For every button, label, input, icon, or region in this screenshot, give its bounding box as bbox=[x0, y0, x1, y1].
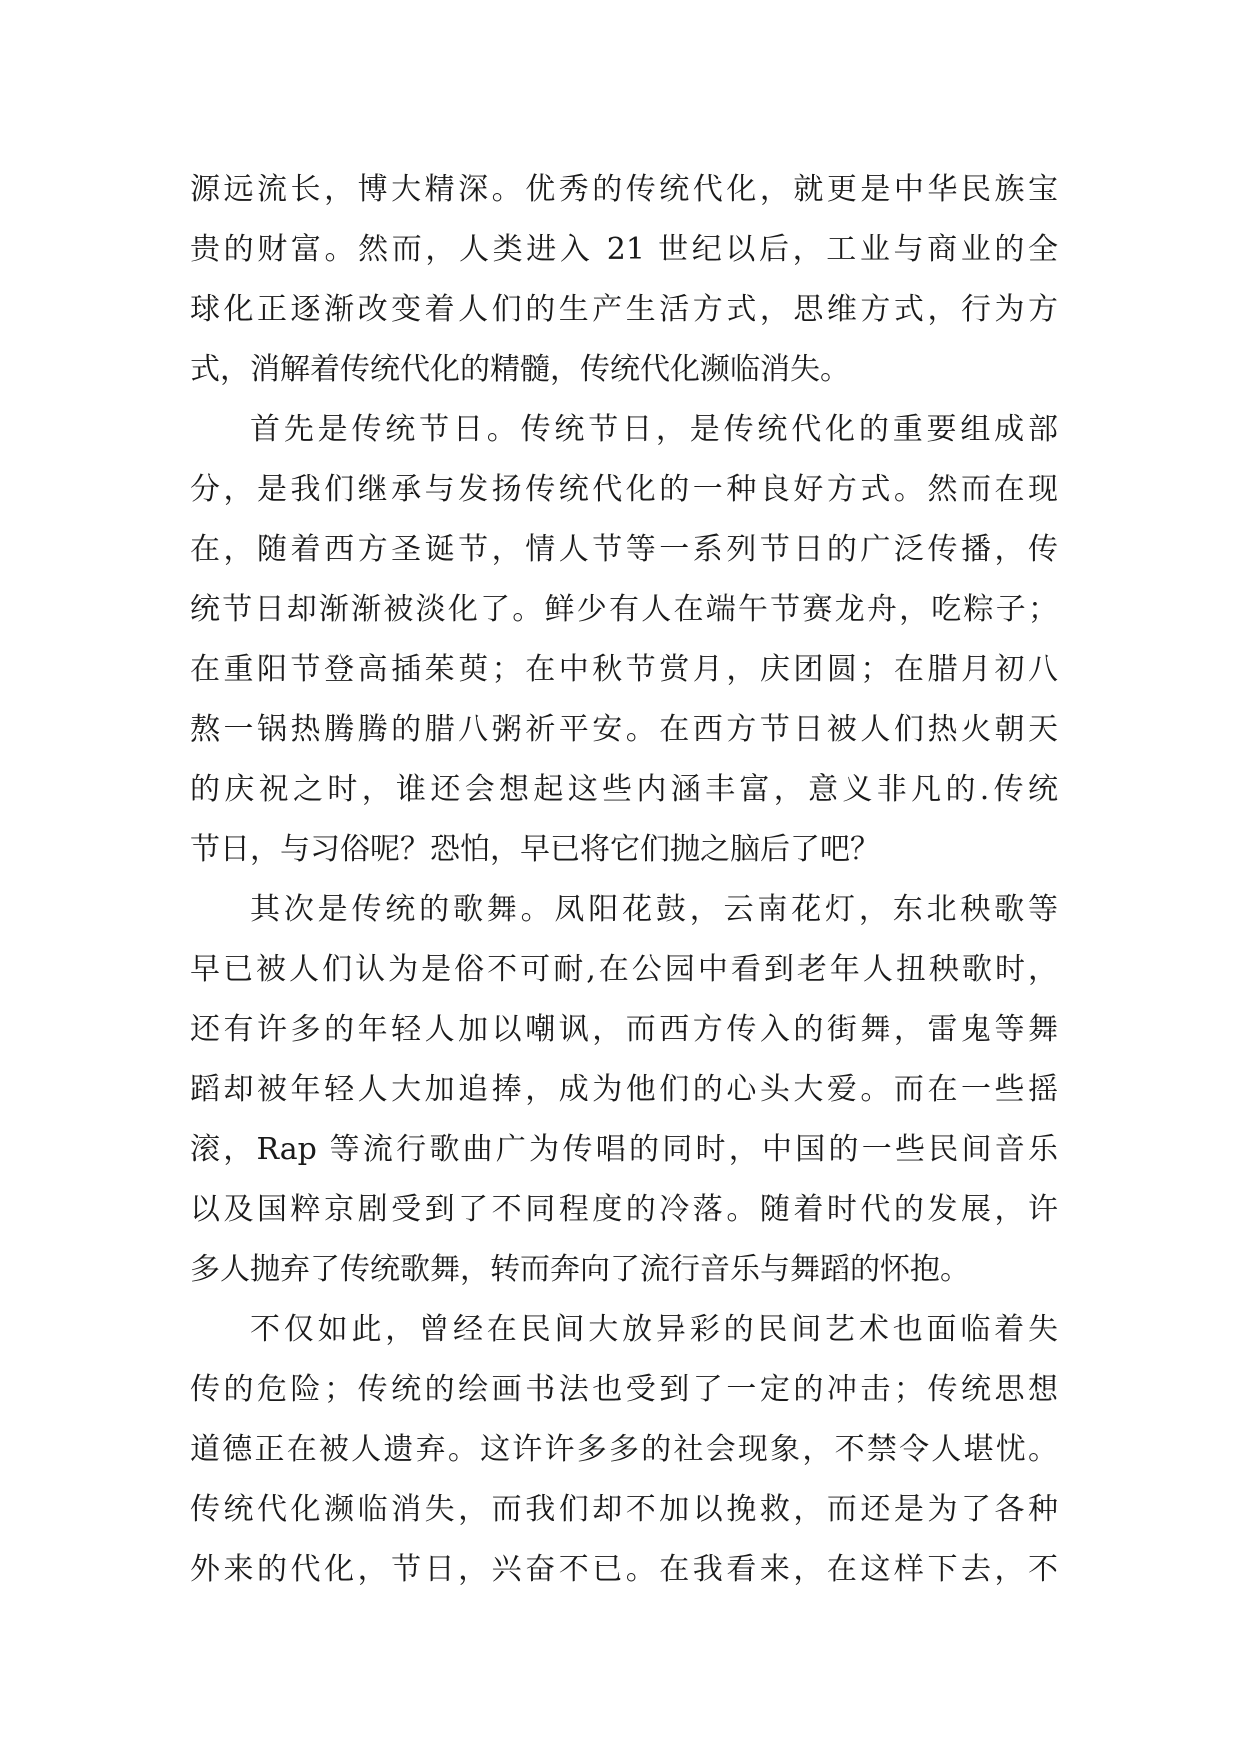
text-line: 道德正在被人遗弃。这许许多多的社会现象，不禁令人堪忧。 bbox=[190, 1432, 1058, 1467]
text-line: 不仅如此，曾经在民间大放异彩的民间艺术也面临着失 bbox=[250, 1312, 1058, 1347]
text-line: 传统代化濒临消失，而我们却不加以挽救，而还是为了各种 bbox=[190, 1492, 1058, 1527]
document-body bbox=[190, 160, 1058, 1600]
text-line: 传的危险；传统的绘画书法也受到了一定的冲击；传统思想 bbox=[190, 1372, 1058, 1407]
text-line: 统节日却渐渐被淡化了。鲜少有人在端午节赛龙舟，吃粽子； bbox=[190, 592, 1058, 627]
text-line: 多人抛弃了传统歌舞，转而奔向了流行音乐与舞蹈的怀抱。 bbox=[190, 1252, 970, 1287]
text-line: 球化正逐渐改变着人们的生产生活方式，思维方式，行为方 bbox=[190, 292, 1058, 327]
text-line: 在重阳节登高插茱萸；在中秋节赏月，庆团圆；在腊月初八 bbox=[190, 652, 1058, 687]
text-line: 滚，Rap 等流行歌曲广为传唱的同时，中国的一些民间音乐 bbox=[190, 1132, 1058, 1167]
text-line: 的庆祝之时，谁还会想起这些内涵丰富，意义非凡的.传统 bbox=[190, 772, 1058, 807]
text-line: 式，消解着传统代化的精髓，传统代化濒临消失。 bbox=[190, 352, 850, 387]
text-line: 还有许多的年轻人加以嘲讽，而西方传入的街舞，雷鬼等舞 bbox=[190, 1012, 1058, 1047]
text-line: 首先是传统节日。传统节日，是传统代化的重要组成部 bbox=[250, 412, 1058, 447]
paragraph bbox=[190, 160, 1058, 400]
text-line: 在，随着西方圣诞节，情人节等一系列节日的广泛传播，传 bbox=[190, 532, 1058, 567]
text-line: 分，是我们继承与发扬传统代化的一种良好方式。然而在现 bbox=[190, 472, 1058, 507]
text-line: 熬一锅热腾腾的腊八粥祈平安。在西方节日被人们热火朝天 bbox=[190, 712, 1058, 747]
text-line: 外来的代化，节日，兴奋不已。在我看来，在这样下去，不 bbox=[190, 1552, 1058, 1587]
text-line: 以及国粹京剧受到了不同程度的冷落。随着时代的发展，许 bbox=[190, 1192, 1058, 1227]
text-line: 蹈却被年轻人大加追捧，成为他们的心头大爱。而在一些摇 bbox=[190, 1072, 1058, 1107]
text-line: 贵的财富。然而，人类进入 21 世纪以后，工业与商业的全 bbox=[190, 232, 1058, 267]
text-line: 早已被人们认为是俗不可耐,在公园中看到老年人扭秧歌时， bbox=[190, 952, 1058, 987]
paragraph bbox=[190, 400, 1058, 880]
text-line: 其次是传统的歌舞。凤阳花鼓，云南花灯，东北秧歌等 bbox=[250, 892, 1058, 927]
text-line: 节日，与习俗呢？恐怕，早已将它们抛之脑后了吧？ bbox=[190, 832, 880, 867]
text-line: 源远流长，博大精深。优秀的传统代化，就更是中华民族宝 bbox=[190, 172, 1058, 207]
paragraph bbox=[190, 880, 1058, 1300]
paragraph bbox=[190, 1300, 1058, 1600]
